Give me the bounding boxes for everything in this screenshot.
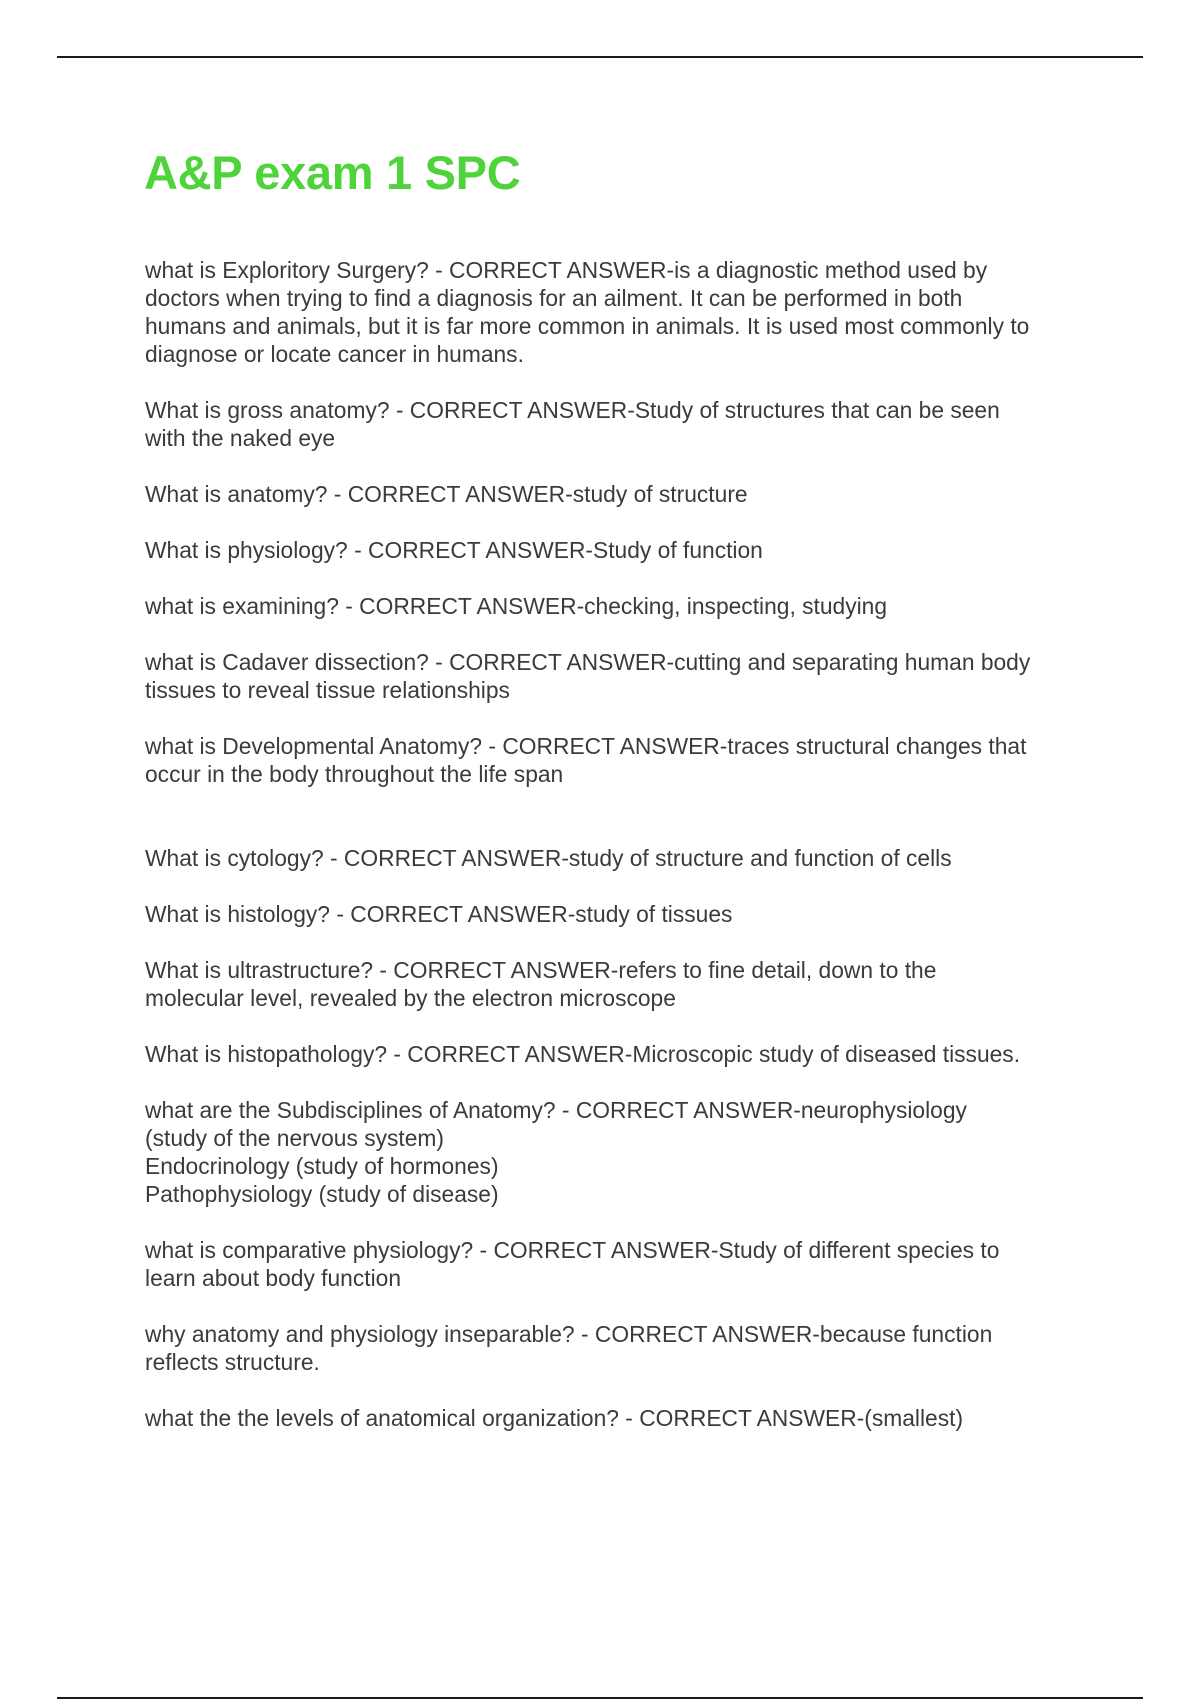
qa-line: Endocrinology (study of hormones) <box>145 1153 499 1179</box>
qa-line: Pathophysiology (study of disease) <box>145 1181 499 1207</box>
qa-line: what is Cadaver dissection? - CORRECT ANSWER-cutting and separating human body <box>145 649 1031 675</box>
qa-line: humans and animals, but it is far more common in animals. It is used most commonly to <box>145 313 1030 339</box>
document-title: A&P exam 1 SPC <box>144 146 521 199</box>
qa-line: why anatomy and physiology inseparable? - CORRECT ANSWER-because function <box>145 1321 993 1347</box>
qa-line: What is gross anatomy? - CORRECT ANSWER-Study of structures that can be seen <box>145 397 1000 423</box>
qa-line: tissues to reveal tissue relationships <box>145 677 510 703</box>
qa-item <box>145 256 1105 368</box>
qa-item <box>145 396 1105 452</box>
qa-line: what is comparative physiology? - CORRECT ANSWER-Study of different species to <box>145 1237 1000 1263</box>
qa-item <box>145 480 1105 508</box>
qa-line: What is physiology? - CORRECT ANSWER-Study of function <box>145 537 763 563</box>
qa-line: what is examining? - CORRECT ANSWER-checking, inspecting, studying <box>145 593 888 619</box>
qa-line: What is ultrastructure? - CORRECT ANSWER-refers to fine detail, down to the <box>145 957 937 983</box>
qa-list <box>145 256 1105 1460</box>
qa-item <box>145 1096 1105 1208</box>
qa-line: What is histology? - CORRECT ANSWER-study of tissues <box>145 901 733 927</box>
qa-item <box>145 592 1105 620</box>
top-rule <box>57 56 1143 58</box>
qa-line: what is Exploritory Surgery? - CORRECT ANSWER-is a diagnostic method used by <box>145 257 988 283</box>
qa-item <box>145 1320 1105 1376</box>
qa-line: what are the Subdisciplines of Anatomy? - CORRECT ANSWER-neurophysiology <box>145 1097 967 1123</box>
qa-line: (study of the nervous system) <box>145 1125 445 1151</box>
qa-item <box>145 536 1105 564</box>
qa-line: learn about body function <box>145 1265 402 1291</box>
qa-line: What is histopathology? - CORRECT ANSWER-Microscopic study of diseased tissues. <box>145 1041 1021 1067</box>
qa-item <box>145 844 1105 872</box>
qa-line: doctors when trying to find a diagnosis for an ailment. It can be performed in both <box>145 285 963 311</box>
qa-line: what the the levels of anatomical organization? - CORRECT ANSWER-(smallest) <box>145 1405 964 1431</box>
qa-item <box>145 956 1105 1012</box>
qa-line: occur in the body throughout the life span <box>145 761 564 787</box>
qa-item <box>145 1236 1105 1292</box>
qa-line: reflects structure. <box>145 1349 320 1375</box>
qa-line: molecular level, revealed by the electron microscope <box>145 985 676 1011</box>
qa-item <box>145 900 1105 928</box>
qa-line: diagnose or locate cancer in humans. <box>145 341 524 367</box>
qa-item <box>145 732 1105 788</box>
qa-line: with the naked eye <box>145 425 336 451</box>
bottom-rule <box>57 1697 1143 1699</box>
qa-item <box>145 648 1105 704</box>
qa-item <box>145 1404 1105 1432</box>
qa-line: what is Developmental Anatomy? - CORRECT ANSWER-traces structural changes that <box>145 733 1027 759</box>
qa-line: What is anatomy? - CORRECT ANSWER-study of structure <box>145 481 748 507</box>
qa-line: What is cytology? - CORRECT ANSWER-study of structure and function of cells <box>145 845 952 871</box>
qa-item <box>145 1040 1105 1068</box>
